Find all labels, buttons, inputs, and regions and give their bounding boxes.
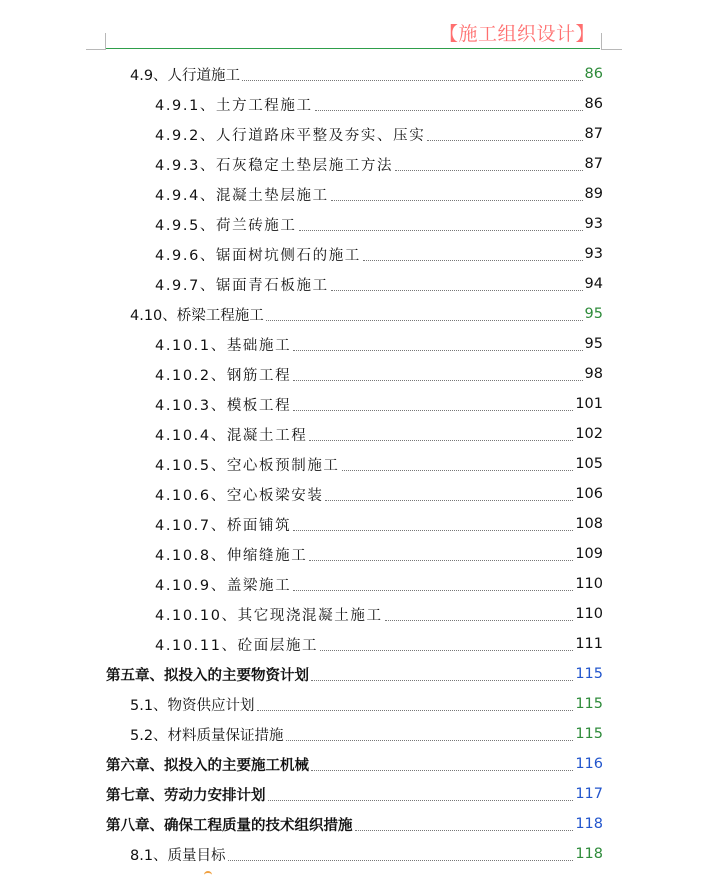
toc-entry[interactable] [106,779,603,809]
toc-entry[interactable] [155,569,603,599]
toc-entry-page: 86 [584,66,603,82]
toc-dot-leader [268,800,574,801]
toc-dot-leader [395,170,582,171]
toc-dot-leader [325,500,573,501]
toc-entry[interactable] [130,839,603,869]
toc-entry-page: 117 [575,786,603,802]
crop-mark-top-left [105,33,106,50]
toc-entry-page: 94 [584,276,603,292]
toc-dot-leader [355,830,574,831]
toc-dot-leader [331,200,583,201]
toc-entry-page: 106 [575,486,603,502]
toc-entry-title: 4.10.11、砼面层施工 [155,637,319,654]
toc-entry-page: 110 [575,606,603,622]
toc-entry[interactable] [106,659,603,689]
toc-dot-leader [293,590,573,591]
toc-entry-page: 118 [575,846,603,862]
toc-entry[interactable] [155,119,603,149]
crop-mark-top-right [601,33,602,50]
toc-entry-page: 93 [584,246,603,262]
toc-entry-page: 108 [575,516,603,532]
toc-entry-page: 89 [584,186,603,202]
toc-entry-title: 5.2、材料质量保证措施 [130,727,284,744]
toc-entry[interactable] [155,209,603,239]
toc-entry-page: 109 [575,546,603,562]
toc-entry-title: 4.9.7、锯面青石板施工 [155,277,329,294]
toc-dot-leader [293,350,582,351]
toc-entry[interactable] [155,599,603,629]
crop-mark-top-right-h [602,49,622,50]
toc-dot-leader [315,110,583,111]
toc-entry[interactable] [155,629,603,659]
toc-entry-title: 第五章、拟投入的主要物资计划 [106,667,309,684]
toc-dot-leader [242,80,582,81]
toc-entry[interactable] [155,389,603,419]
toc-dot-leader [331,290,583,291]
toc-dot-leader [320,650,573,651]
toc-entry[interactable] [155,239,603,269]
toc-entry-page: 118 [575,816,603,832]
toc-entry-page: 95 [584,306,603,322]
toc-entry-page: 86 [584,96,603,112]
toc-entry-title: 4.10.8、伸缩缝施工 [155,547,308,564]
toc-entry-page: 102 [575,426,603,442]
toc-entry-title: 4.10.2、钢筋工程 [155,367,292,384]
toc-entry[interactable] [130,299,603,329]
toc-entry-title: 4.9.2、人行道路床平整及夯实、压实 [155,127,426,144]
toc-entry-title: 4.9.1、土方工程施工 [155,97,313,114]
toc-entry[interactable] [155,179,603,209]
toc-dot-leader [427,140,582,141]
toc-entry-page: 95 [584,336,603,352]
toc-entry-page: 87 [584,126,603,142]
toc-entry-title: 8.1、质量目标 [130,847,226,864]
toc-entry[interactable] [155,269,603,299]
toc-entry[interactable] [155,419,603,449]
toc-dot-leader [363,260,583,261]
header-rule [106,48,600,49]
toc-dot-leader [293,530,573,531]
toc-entry[interactable] [155,89,603,119]
header-title: 【施工组织设计】 [438,23,595,45]
toc-entry-title: 4.9.5、荷兰砖施工 [155,217,297,234]
toc-entry[interactable] [130,689,603,719]
toc-entry-page: 105 [575,456,603,472]
toc-entry[interactable] [155,509,603,539]
toc-dot-leader [293,380,582,381]
toc-dot-leader [385,620,574,621]
toc-entry-page: 115 [575,666,603,682]
toc-entry[interactable] [155,479,603,509]
toc-entry-title: 5.1、物资供应计划 [130,697,255,714]
toc-dot-leader [228,860,574,861]
toc-dot-leader [311,770,573,771]
toc-entry-title: 4.10.5、空心板预制施工 [155,457,340,474]
toc-entry-page: 98 [584,366,603,382]
toc-entry-title: 4.9、人行道施工 [130,67,241,84]
toc-entry-title: 4.10.6、空心板梁安装 [155,487,324,504]
toc-dot-leader [266,320,583,321]
toc-entry[interactable] [155,359,603,389]
toc-entry-title: 4.9.6、锯面树坑侧石的施工 [155,247,361,264]
toc-entry-title: 第六章、拟投入的主要施工机械 [106,757,309,774]
toc-entry[interactable] [130,59,603,89]
toc-entry-title: 4.9.3、石灰稳定土垫层施工方法 [155,157,394,174]
toc-entry-page: 111 [575,636,603,652]
toc-entry-title: 4.10.9、盖梁施工 [155,577,292,594]
toc-entry[interactable] [155,329,603,359]
toc-entry-page: 116 [575,756,603,772]
toc-entry[interactable] [106,749,603,779]
toc-dot-leader [309,560,573,561]
toc-dot-leader [293,410,573,411]
toc-dot-leader [309,440,573,441]
toc-entry-title: 第八章、确保工程质量的技术组织措施 [106,817,353,834]
crop-mark-top-left-h [86,49,106,50]
toc-entry-page: 115 [575,696,603,712]
toc-entry[interactable] [130,719,603,749]
toc-dot-leader [342,470,574,471]
toc-entry-title: 4.10、桥梁工程施工 [130,307,264,324]
toc-entry-title: 4.10.1、基础施工 [155,337,292,354]
toc-entry[interactable] [106,809,603,839]
toc-entry-page: 101 [575,396,603,412]
toc-entry-title: 4.9.4、混凝土垫层施工 [155,187,329,204]
toc-entry[interactable] [155,149,603,179]
page-edge-mark [204,871,212,879]
toc-dot-leader [286,740,574,741]
toc-entry-page: 93 [584,216,603,232]
toc-entry-title: 4.10.10、其它现浇混凝土施工 [155,607,383,624]
toc-dot-leader [257,710,574,711]
toc-entry[interactable] [155,449,603,479]
toc-entry-page: 110 [575,576,603,592]
toc-dot-leader [311,680,573,681]
toc-entry-page: 87 [584,156,603,172]
toc-entry-title: 4.10.7、桥面铺筑 [155,517,292,534]
toc-entry-title: 4.10.3、模板工程 [155,397,292,414]
toc-entry-page: 115 [575,726,603,742]
toc-entry-title: 4.10.4、混凝土工程 [155,427,308,444]
toc-entry[interactable] [155,539,603,569]
toc-dot-leader [299,230,583,231]
toc-entry-title: 第七章、劳动力安排计划 [106,787,266,804]
